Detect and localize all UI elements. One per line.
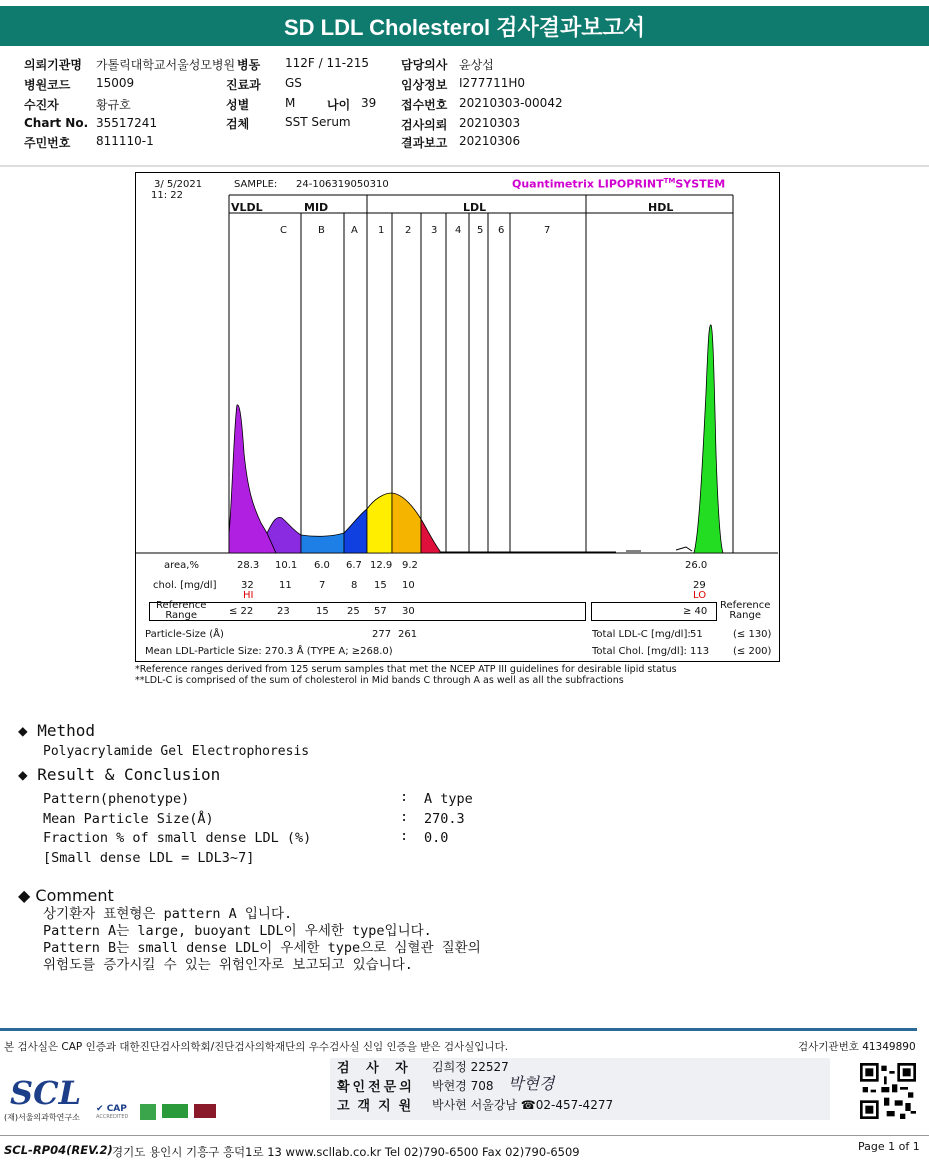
chart-time: 11: 22 xyxy=(151,190,183,201)
receipt-label: 접수번호 xyxy=(401,98,448,112)
area-vldl: 28.3 xyxy=(237,560,260,571)
patient-label: 수진자 xyxy=(24,98,59,112)
result-label-fraction: Fraction % of small dense LDL (%) xyxy=(43,830,312,846)
result-label-size: Mean Particle Size(Å) xyxy=(43,811,214,827)
page-number: Page 1 of 1 xyxy=(858,1140,920,1153)
cap-accredited: ACCREDITED xyxy=(96,1114,129,1120)
method-text: Polyacrylamide Gel Electrophoresis xyxy=(43,744,310,759)
reference-label-right: Reference Range xyxy=(720,600,771,621)
total-ldl-value: 51 xyxy=(690,629,703,640)
ref-2: 30 xyxy=(402,606,415,617)
scl-logo-sub: (재)서울의과학연구소 xyxy=(4,1113,80,1122)
comment-line: Pattern B는 small dense LDL이 우세한 type으로 심혈관 질환의 xyxy=(43,940,481,956)
institution-label: 의뢰기관명 xyxy=(24,58,82,72)
institution-value: 가톨릭대학교서울성모병원 xyxy=(96,58,236,72)
specimen-value: SST Serum xyxy=(285,115,351,129)
resident-label: 주민번호 xyxy=(24,136,71,150)
area-label: area,% xyxy=(164,560,199,571)
group-mid: MID xyxy=(304,201,329,214)
total-ldl-label: Total LDL-C [mg/dl]: xyxy=(592,629,691,640)
comment-heading: ◆ Comment xyxy=(18,886,114,905)
result-heading: ◆ Result & Conclusion xyxy=(18,765,221,784)
clinical-value: I277711H0 xyxy=(459,76,526,90)
report-title: SD LDL Cholesterol 검사결과보고서 xyxy=(0,6,929,46)
tester-label: 검 사 자 xyxy=(337,1061,414,1076)
peak-mid-a xyxy=(344,509,367,553)
header-divider xyxy=(0,165,929,167)
particle-size-1: 277 xyxy=(372,629,392,640)
certification-text: 본 검사실은 CAP 인증과 대한진단검사의학회/진단검사의학재단의 우수검사실 신임 인증을 받은 검사실입니다. xyxy=(4,1041,509,1053)
cap-logo: ✔ CAP xyxy=(96,1104,127,1114)
result-date-label: 결과보고 xyxy=(401,136,448,150)
lipoprint-plot xyxy=(136,173,778,660)
band-a: A xyxy=(351,225,358,236)
peak-hdl xyxy=(694,325,723,553)
result-value-size: 270.3 xyxy=(424,811,465,827)
lo-flag: LO xyxy=(693,590,707,601)
ref-hdl: ≥ 40 xyxy=(683,606,708,617)
area-c: 10.1 xyxy=(275,560,298,571)
band-6: 6 xyxy=(498,225,505,236)
footer-address: 경기도 용인시 기흥구 흥덕1로 13 www.scllab.co.kr Tel 02)790-6500 Fax 02)790-6509 xyxy=(112,1145,580,1159)
sample-label: SAMPLE: xyxy=(234,179,278,190)
ahm-logo-icon xyxy=(194,1104,216,1118)
doctor-value: 윤상섭 xyxy=(459,58,494,72)
footnote-reference: *Reference ranges derived from 125 serum samples that met the NCEP ATP III guidelines for desirable lipid status xyxy=(135,664,677,675)
patient-value: 황규호 xyxy=(96,98,131,112)
eqa-logo-icon xyxy=(162,1104,188,1118)
band-2: 2 xyxy=(405,225,412,236)
qr-code-icon xyxy=(860,1063,916,1119)
total-chol-label: Total Chol. [mg/dl]: xyxy=(592,646,687,657)
chol-hdl: 29 xyxy=(693,580,706,591)
area-2: 9.2 xyxy=(402,560,418,571)
band-c: C xyxy=(280,225,287,236)
ref-b: 15 xyxy=(316,606,329,617)
chol-a: 8 xyxy=(351,580,358,591)
baseline-trace xyxy=(440,547,692,552)
comment-line: 위험도를 증가시킬 수 있는 위험인자로 보고되고 있습니다. xyxy=(43,957,413,973)
chol-b: 7 xyxy=(319,580,326,591)
result-date-value: 20210306 xyxy=(459,134,521,148)
chart-no-label: Chart No. xyxy=(24,116,89,130)
peak-ldl1 xyxy=(367,493,392,553)
ward-value: 112F / 11-215 xyxy=(285,56,369,70)
peak-areas xyxy=(229,325,723,553)
band-3: 3 xyxy=(431,225,438,236)
scl-logo: SCL xyxy=(10,1074,82,1112)
band-b: B xyxy=(318,225,325,236)
tester-value: 김희정 22527 xyxy=(432,1060,509,1074)
mean-ldl-size: Mean LDL-Particle Size: 270.3 Å (TYPE A; ≥268.0) xyxy=(145,646,393,657)
peak-ldl1b xyxy=(392,493,421,553)
band-5: 5 xyxy=(477,225,484,236)
hospital-code-value: 15009 xyxy=(96,76,135,90)
result-label-pattern: Pattern(phenotype) xyxy=(43,791,190,807)
result-sep-size: : xyxy=(400,809,409,825)
ref-a: 25 xyxy=(347,606,360,617)
ward-label: 병동 xyxy=(237,58,261,72)
request-value: 20210303 xyxy=(459,116,521,130)
result-value-fraction: 0.0 xyxy=(424,830,449,846)
chol-label: chol. [mg/dl] xyxy=(153,580,217,591)
specimen-label: 검체 xyxy=(226,117,250,131)
footnote-ldlc: **LDL-C is comprised of the sum of cholesterol in Mid bands C through A as well as all the subfractions xyxy=(135,675,624,686)
institution-number: 검사기관번호 41349890 xyxy=(798,1041,916,1053)
result-sep-pattern: : xyxy=(400,789,409,805)
hospital-code-label: 병원코드 xyxy=(24,78,71,92)
footer-bottom-divider xyxy=(0,1135,929,1136)
chol-1: 15 xyxy=(374,580,387,591)
result-sep-fraction: : xyxy=(400,828,409,844)
chol-c: 11 xyxy=(279,580,292,591)
support-value: 박사현 서울강남 ☎02-457-4277 xyxy=(432,1098,614,1112)
peak-ldl2 xyxy=(421,519,440,553)
request-label: 검사의뢰 xyxy=(401,118,448,132)
chol-2: 10 xyxy=(402,580,415,591)
area-b: 6.0 xyxy=(314,560,330,571)
group-vldl: VLDL xyxy=(231,201,263,214)
comment-line: 상기환자 표현형은 pattern A 입니다. xyxy=(43,906,293,922)
support-label: 고객지원 xyxy=(337,1099,420,1114)
band-1: 1 xyxy=(378,225,385,236)
ref-c: 23 xyxy=(277,606,290,617)
receipt-value: 20210303-00042 xyxy=(459,96,563,110)
specialist-value: 박현경 708 xyxy=(432,1079,494,1093)
total-chol-ref: (≤ 200) xyxy=(733,646,772,657)
area-hdl: 26.0 xyxy=(685,560,708,571)
lipoprint-chart xyxy=(135,172,780,662)
result-note: [Small dense LDL = LDL3~7] xyxy=(43,850,255,866)
method-heading: ◆ Method xyxy=(18,721,96,740)
ref-1: 57 xyxy=(374,606,387,617)
reference-label: Reference Range xyxy=(156,600,207,621)
sex-label: 성별 xyxy=(226,98,250,112)
hi-flag: HI xyxy=(243,590,254,601)
footer-divider xyxy=(0,1028,917,1031)
dept-value: GS xyxy=(285,76,302,90)
result-value-pattern: A type xyxy=(424,791,473,807)
clinical-label: 임상정보 xyxy=(401,78,448,92)
resident-value: 811110-1 xyxy=(96,134,154,148)
age-value: 39 xyxy=(361,96,377,110)
specialist-label: 확인전문의 xyxy=(337,1080,415,1095)
peak-mid-b xyxy=(301,533,344,553)
brand-logo: Quantimetrix LIPOPRINT™SYSTEM xyxy=(512,177,726,191)
document-code: SCL-RP04(REV.2) xyxy=(4,1143,113,1157)
total-ldl-ref: (≤ 130) xyxy=(733,629,772,640)
chol-vldl: 32 xyxy=(241,580,254,591)
ref-vldl: ≤ 22 xyxy=(229,606,254,617)
group-ldl: LDL xyxy=(463,201,487,214)
sex-value: M xyxy=(285,96,296,110)
band-4: 4 xyxy=(455,225,462,236)
signature: 박현경 xyxy=(508,1074,555,1093)
chart-no-value: 35517241 xyxy=(96,116,158,130)
particle-size-2: 261 xyxy=(398,629,418,640)
group-hdl: HDL xyxy=(648,201,674,214)
particle-size-label: Particle-Size (Å) xyxy=(145,629,224,640)
lab-cert-icon xyxy=(140,1104,156,1120)
total-chol-value: 113 xyxy=(690,646,710,657)
doctor-label: 담당의사 xyxy=(401,58,448,72)
chart-date: 3/ 5/2021 xyxy=(154,179,203,190)
comment-line: Pattern A는 large, buoyant LDL이 우세한 type입니다. xyxy=(43,923,432,939)
sample-id: 24-106319050310 xyxy=(296,179,389,190)
area-a: 6.7 xyxy=(346,560,362,571)
band-7: 7 xyxy=(544,225,551,236)
age-label: 나이 xyxy=(327,98,351,112)
reference-box-ldl xyxy=(149,602,586,621)
dept-label: 진료과 xyxy=(226,78,261,92)
area-1: 12.9 xyxy=(370,560,393,571)
comment-text xyxy=(43,906,481,974)
